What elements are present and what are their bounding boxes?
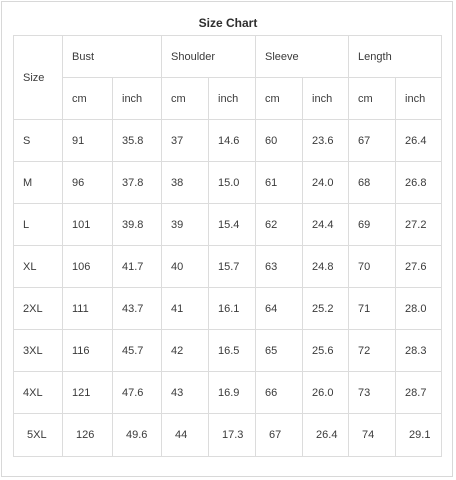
measurement-cell: 26.4 [303, 414, 349, 457]
unit-header: cm [256, 78, 303, 120]
table-row [14, 414, 442, 457]
measurement-cell: 15.7 [209, 246, 256, 288]
size-cell: S [14, 120, 63, 162]
measurement-cell: 43 [162, 372, 209, 414]
measurement-cell: 16.1 [209, 288, 256, 330]
measurement-cell: 45.7 [113, 330, 162, 372]
measurement-cell: 26.4 [396, 120, 442, 162]
measurement-cell: 27.6 [396, 246, 442, 288]
table-row [14, 120, 442, 162]
measurement-cell: 63 [256, 246, 303, 288]
measurement-cell: 24.4 [303, 204, 349, 246]
measurement-cell: 71 [349, 288, 396, 330]
table-row [14, 330, 442, 372]
table-row [14, 288, 442, 330]
size-cell: 5XL [14, 414, 63, 457]
measurement-cell: 44 [162, 414, 209, 457]
measurement-cell: 70 [349, 246, 396, 288]
measurement-cell: 47.6 [113, 372, 162, 414]
unit-header: cm [162, 78, 209, 120]
measurement-cell: 43.7 [113, 288, 162, 330]
measurement-cell: 25.6 [303, 330, 349, 372]
shoulder-header: Shoulder [162, 36, 256, 78]
measurement-cell: 15.4 [209, 204, 256, 246]
size-column-header: Size [14, 36, 63, 120]
measurement-cell: 96 [63, 162, 113, 204]
measurement-cell: 28.3 [396, 330, 442, 372]
size-chart-table [13, 35, 442, 457]
measurement-cell: 38 [162, 162, 209, 204]
table-row [14, 372, 442, 414]
measurement-cell: 14.6 [209, 120, 256, 162]
measurement-cell: 41 [162, 288, 209, 330]
measurement-cell: 73 [349, 372, 396, 414]
size-cell: 3XL [14, 330, 63, 372]
size-cell: M [14, 162, 63, 204]
measurement-cell: 68 [349, 162, 396, 204]
measurement-cell: 121 [63, 372, 113, 414]
measurement-cell: 24.0 [303, 162, 349, 204]
measurement-cell: 66 [256, 372, 303, 414]
measurement-cell: 41.7 [113, 246, 162, 288]
measurement-cell: 29.1 [396, 414, 442, 457]
measurement-cell: 37.8 [113, 162, 162, 204]
measurement-cell: 62 [256, 204, 303, 246]
measurement-cell: 74 [349, 414, 396, 457]
measurement-cell: 116 [63, 330, 113, 372]
measurement-cell: 91 [63, 120, 113, 162]
measurement-cell: 42 [162, 330, 209, 372]
measurement-cell: 24.8 [303, 246, 349, 288]
measurement-cell: 67 [349, 120, 396, 162]
measurement-cell: 72 [349, 330, 396, 372]
measurement-cell: 25.2 [303, 288, 349, 330]
size-cell: 4XL [14, 372, 63, 414]
unit-header: inch [113, 78, 162, 120]
measurement-cell: 16.5 [209, 330, 256, 372]
unit-header: inch [303, 78, 349, 120]
bust-header: Bust [63, 36, 162, 78]
measurement-cell: 26.0 [303, 372, 349, 414]
measurement-cell: 106 [63, 246, 113, 288]
measurement-cell: 39.8 [113, 204, 162, 246]
measurement-cell: 101 [63, 204, 113, 246]
measurement-cell: 69 [349, 204, 396, 246]
measurement-cell: 23.6 [303, 120, 349, 162]
size-chart-title: Size Chart [198, 16, 258, 30]
size-cell: 2XL [14, 288, 63, 330]
measurement-cell: 37 [162, 120, 209, 162]
measurement-cell: 26.8 [396, 162, 442, 204]
length-header: Length [349, 36, 442, 78]
unit-row [14, 78, 442, 120]
unit-header: inch [396, 78, 442, 120]
measurement-cell: 67 [256, 414, 303, 457]
measurement-cell: 60 [256, 120, 303, 162]
unit-header: cm [349, 78, 396, 120]
table-row [14, 204, 442, 246]
unit-header: cm [63, 78, 113, 120]
measurement-cell: 35.8 [113, 120, 162, 162]
sleeve-header: Sleeve [256, 36, 349, 78]
measurement-cell: 17.3 [209, 414, 256, 457]
table-row [14, 162, 442, 204]
measurement-cell: 28.0 [396, 288, 442, 330]
measurement-cell: 16.9 [209, 372, 256, 414]
measurement-cell: 64 [256, 288, 303, 330]
table-row [14, 246, 442, 288]
measurement-cell: 27.2 [396, 204, 442, 246]
measurement-cell: 49.6 [113, 414, 162, 457]
measurement-cell: 126 [63, 414, 113, 457]
measurement-cell: 65 [256, 330, 303, 372]
measurement-cell: 61 [256, 162, 303, 204]
measurement-cell: 40 [162, 246, 209, 288]
measurement-cell: 111 [63, 288, 113, 330]
measurement-cell: 39 [162, 204, 209, 246]
measurement-cell: 28.7 [396, 372, 442, 414]
size-cell: XL [14, 246, 63, 288]
unit-header: inch [209, 78, 256, 120]
size-cell: L [14, 204, 63, 246]
measurement-cell: 15.0 [209, 162, 256, 204]
header-row [14, 36, 442, 78]
